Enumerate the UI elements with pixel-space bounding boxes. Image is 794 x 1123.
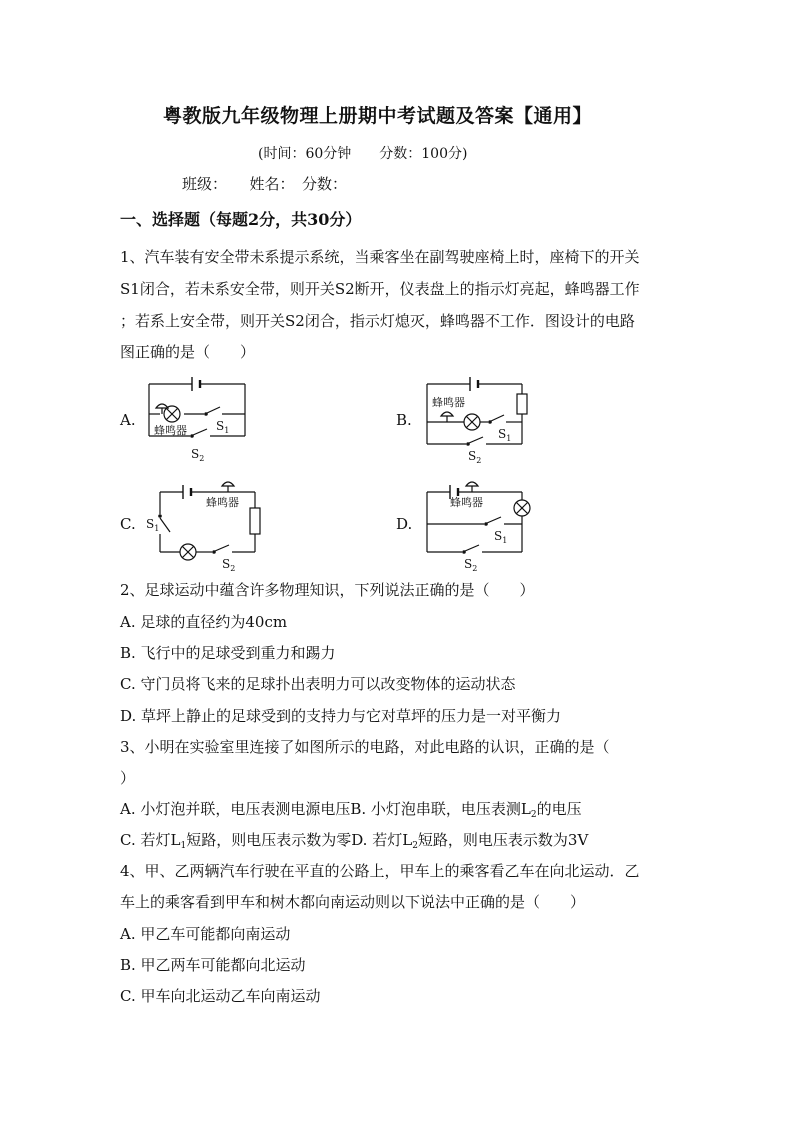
buzzer-label-a: 蜂鸣器 <box>154 424 187 437</box>
q4-option-b: B. 甲乙两车可能都向北运动 <box>120 956 306 974</box>
q4-option-a: A. 甲乙车可能都向南运动 <box>120 925 291 943</box>
switch-label-d1: $S_1$ <box>494 529 508 545</box>
q1-stem-line4: 图正确的是（ ） <box>120 343 256 361</box>
q3-stem-line1: 3、小明在实验室里连接了如图所示的电路，对此电路的认识，正确的是（ <box>120 738 610 756</box>
buzzer-label-b: 蜂鸣器 <box>432 396 465 409</box>
q1-option-b-label: B. <box>396 411 412 429</box>
q1-stem-line2: S1闭合，若未系安全带，则开关S2断开，仪表盘上的指示灯亮起，蜂鸣器工作 <box>120 280 640 298</box>
switch-label-a2: $S_2$ <box>191 447 205 463</box>
q2-stem: 2、足球运动中蕴含许多物理知识，下列说法正确的是（ ） <box>120 581 535 599</box>
q4-option-c: C. 甲车向北运动乙车向南运动 <box>120 987 321 1005</box>
page-title: 粤教版九年级物理上册期中考试题及答案【通用】 <box>163 105 593 127</box>
circuit-diagram-b <box>418 376 538 466</box>
q1-stem-line3: ；若系上安全带，则开关S2闭合，指示灯熄灭，蜂鸣器不工作．图设计的电路 <box>120 312 635 330</box>
circuit-diagram-d <box>418 478 542 572</box>
buzzer-label-c: 蜂鸣器 <box>206 496 239 509</box>
exam-time-score: (时间：60分钟 分数：100分) <box>258 146 468 162</box>
student-info-line: 班级： 姓名： 分数： <box>182 175 348 193</box>
q3-options-cd: C. 若灯$L_1$短路，则电压表示数为零D. 若灯$L_2$短路，则电压表示数为3V <box>120 831 589 851</box>
q1-option-c-label: C. <box>120 515 136 533</box>
switch-label-b1: $S_1$ <box>498 427 512 443</box>
q1-stem-line1: 1、汽车装有安全带未系提示系统，当乘客坐在副驾驶座椅上时，座椅下的开关 <box>120 248 640 266</box>
switch-label-b2: $S_2$ <box>468 449 482 465</box>
q1-option-d-label: D. <box>396 515 413 533</box>
switch-label-c2: $S_2$ <box>222 557 236 573</box>
q2-option-d: D. 草坪上静止的足球受到的支持力与它对草坪的压力是一对平衡力 <box>120 707 562 725</box>
q3-stem-line2: ） <box>120 769 136 787</box>
q2-option-b: B. 飞行中的足球受到重力和踢力 <box>120 644 336 662</box>
switch-label-d2: $S_2$ <box>464 557 478 573</box>
q2-option-a: A. 足球的直径约为40cm <box>120 613 288 631</box>
q2-option-c: C. 守门员将飞来的足球扑出表明力可以改变物体的运动状态 <box>120 675 516 693</box>
switch-label-a1: $S_1$ <box>216 419 230 435</box>
switch-label-c1: $S_1$ <box>146 517 160 533</box>
q1-option-a-label: A. <box>120 411 136 429</box>
section-title: 一、选择题（每题2分，共30分） <box>120 210 362 229</box>
buzzer-label-d: 蜂鸣器 <box>450 496 483 509</box>
q3-options-ab: A. 小灯泡并联，电压表测电源电压B. 小灯泡串联，电压表测$L_2$的电压 <box>120 800 582 820</box>
q4-stem-line1: 4、甲、乙两辆汽车行驶在平直的公路上，甲车上的乘客看乙车在向北运动．乙 <box>120 862 640 880</box>
q4-stem-line2: 车上的乘客看到甲车和树木都向南运动则以下说法中正确的是（ ） <box>120 893 586 911</box>
circuit-diagram-c <box>146 478 266 572</box>
circuit-diagram-a <box>140 376 260 466</box>
